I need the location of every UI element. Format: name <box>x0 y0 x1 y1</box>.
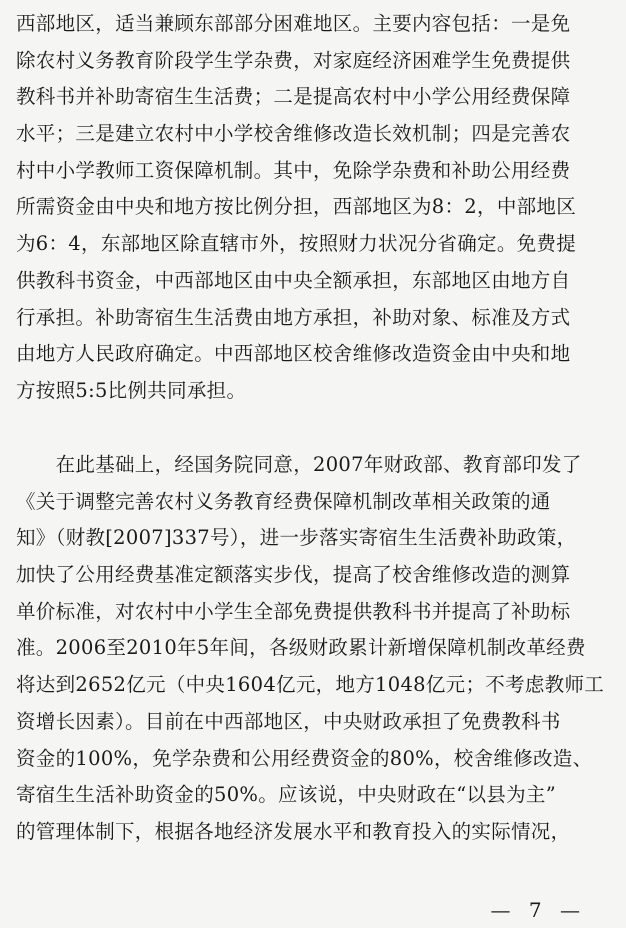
text-line: 将达到2652亿元（中央1604亿元，地方1048亿元；不考虑教师工 <box>16 673 605 697</box>
text-line: 准。2006至2010年5年间，各级财政累计新增保障机制改革经费 <box>16 636 586 660</box>
text-line: 资增长因素）。目前在中西部地区，中央财政承担了免费教科书 <box>16 709 561 733</box>
text-line: 为6：4，东部地区除直辖市外，按照财力状况分省确定。免费提 <box>16 232 577 256</box>
text-line: 在此基础上，经国务院同意，2007年财政部、教育部印发了 <box>16 453 582 476</box>
text-line: 的管理体制下，根据各地经济发展水平和教育投入的实际情况， <box>16 819 571 843</box>
text-line: 村中小学教师工资保障机制。其中，免除学杂费和补助公用经费 <box>16 158 571 182</box>
text-line: 西部地区，适当兼顾东部部分困难地区。主要内容包括：一是免 <box>16 12 571 35</box>
text-line: 资金的100%，免学杂费和公用经费资金的80%，校舍维修改造、 <box>16 746 593 770</box>
text-line: 加快了公用经费基准定额落实步伐，提高了校舍维修改造的测算 <box>16 563 571 587</box>
text-line: 知》（财教[2007]337号），进一步落实寄宿生生活费补助政策， <box>16 526 577 550</box>
text-line: 行承担。补助寄宿生生活费由地方承担，补助对象、标准及方式 <box>16 305 571 329</box>
paragraph-1 <box>16 6 616 410</box>
text-line: 水平；三是建立农村中小学校舍维修改造长效机制；四是完善农 <box>16 122 571 146</box>
text-line: 除农村义务教育阶段学生学杂费，对家庭经济困难学生免费提供 <box>16 48 571 72</box>
text-line: 供教科书资金，中西部地区由中央全额承担，东部地区由地方自 <box>16 268 571 292</box>
text-line: 教科书并补助寄宿生生活费；二是提高农村中小学公用经费保障 <box>16 85 571 109</box>
page-number: — 7 — <box>490 898 586 922</box>
text-line: 寄宿生生活补助资金的50%。应该说，中央财政在“以县为主” <box>16 783 556 807</box>
text-line: 由地方人民政府确定。中西部地区校舍维修改造资金由中央和地 <box>16 342 571 366</box>
text-line: 单价标准，对农村中小学生全部免费提供教科书并提高了补助标 <box>16 599 571 623</box>
text-line: 《关于调整完善农村义务教育经费保障机制改革相关政策的通 <box>16 489 551 513</box>
text-line: 方按照5:5比例共同承担。 <box>16 378 247 402</box>
text-line: 所需资金由中央和地方按比例分担，西部地区为8：2，中部地区 <box>16 195 577 219</box>
paragraph-2 <box>16 447 616 851</box>
